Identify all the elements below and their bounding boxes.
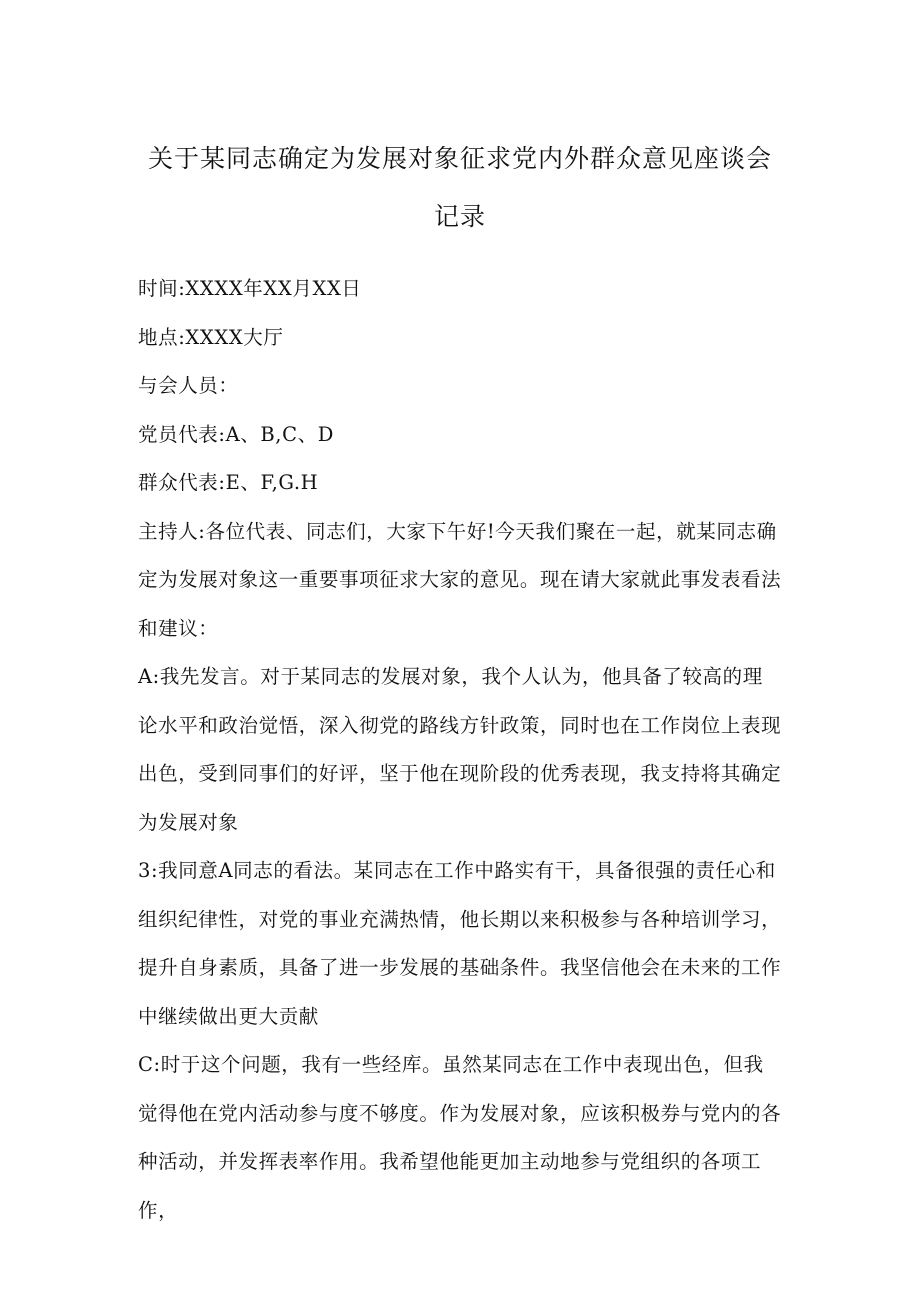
party-representatives: 党员代表:A、B,C、D: [138, 422, 334, 446]
document-body: [138, 265, 782, 1235]
public-representatives: 群众代表:E、F,G.H: [138, 471, 319, 494]
speaker-c-remarks: C:时于这个问题，我有一些经库。虽然某同志在工作中表现出色，但我觉得他在党内活动参与度不够度。作为发展对象，应该积极券与党内的各种活动，并发挥表率作用。我希望他能更加主动地参与党组织的各项工作，: [138, 1053, 782, 1222]
attendees-heading: 与会人员：: [138, 374, 239, 397]
meeting-time: 时间:XXXX年XX月XX日: [138, 277, 362, 300]
host-remarks: 主持人:各位代表、同志们，大家下午好!今天我们聚在一起，就某同志确定为发展对象这一重要事项征求大家的意见。现在请大家就此事发表看法和建议：: [138, 519, 782, 640]
speaker-b-remarks: 3:我同意A同志的看法。某同志在工作中路实有干，具备很强的责任心和组织纪律性，对党的事业充满热情，他长期以来积极参与各种培训学习，提升自身素质，具备了进一步发展的基础条件。我坚信他会在未来的工作中继续做出更大贡献: [138, 859, 782, 1028]
meeting-location: 地点:XXXX大厅: [138, 325, 284, 349]
document-title: 关于某同志确定为发展对象征求党内外群众意见座谈会记录: [147, 144, 772, 231]
speaker-a-remarks: A:我先发言。对于某同志的发展对象，我个人认为，他具备了较高的理论水平和政治觉悟，深入彻党的路线方针政策，同时也在工作岗位上表现出色，受到同事们的好评，坚于他在现阶段的优秀表现，我支持将其确定为发展对象: [138, 665, 782, 834]
